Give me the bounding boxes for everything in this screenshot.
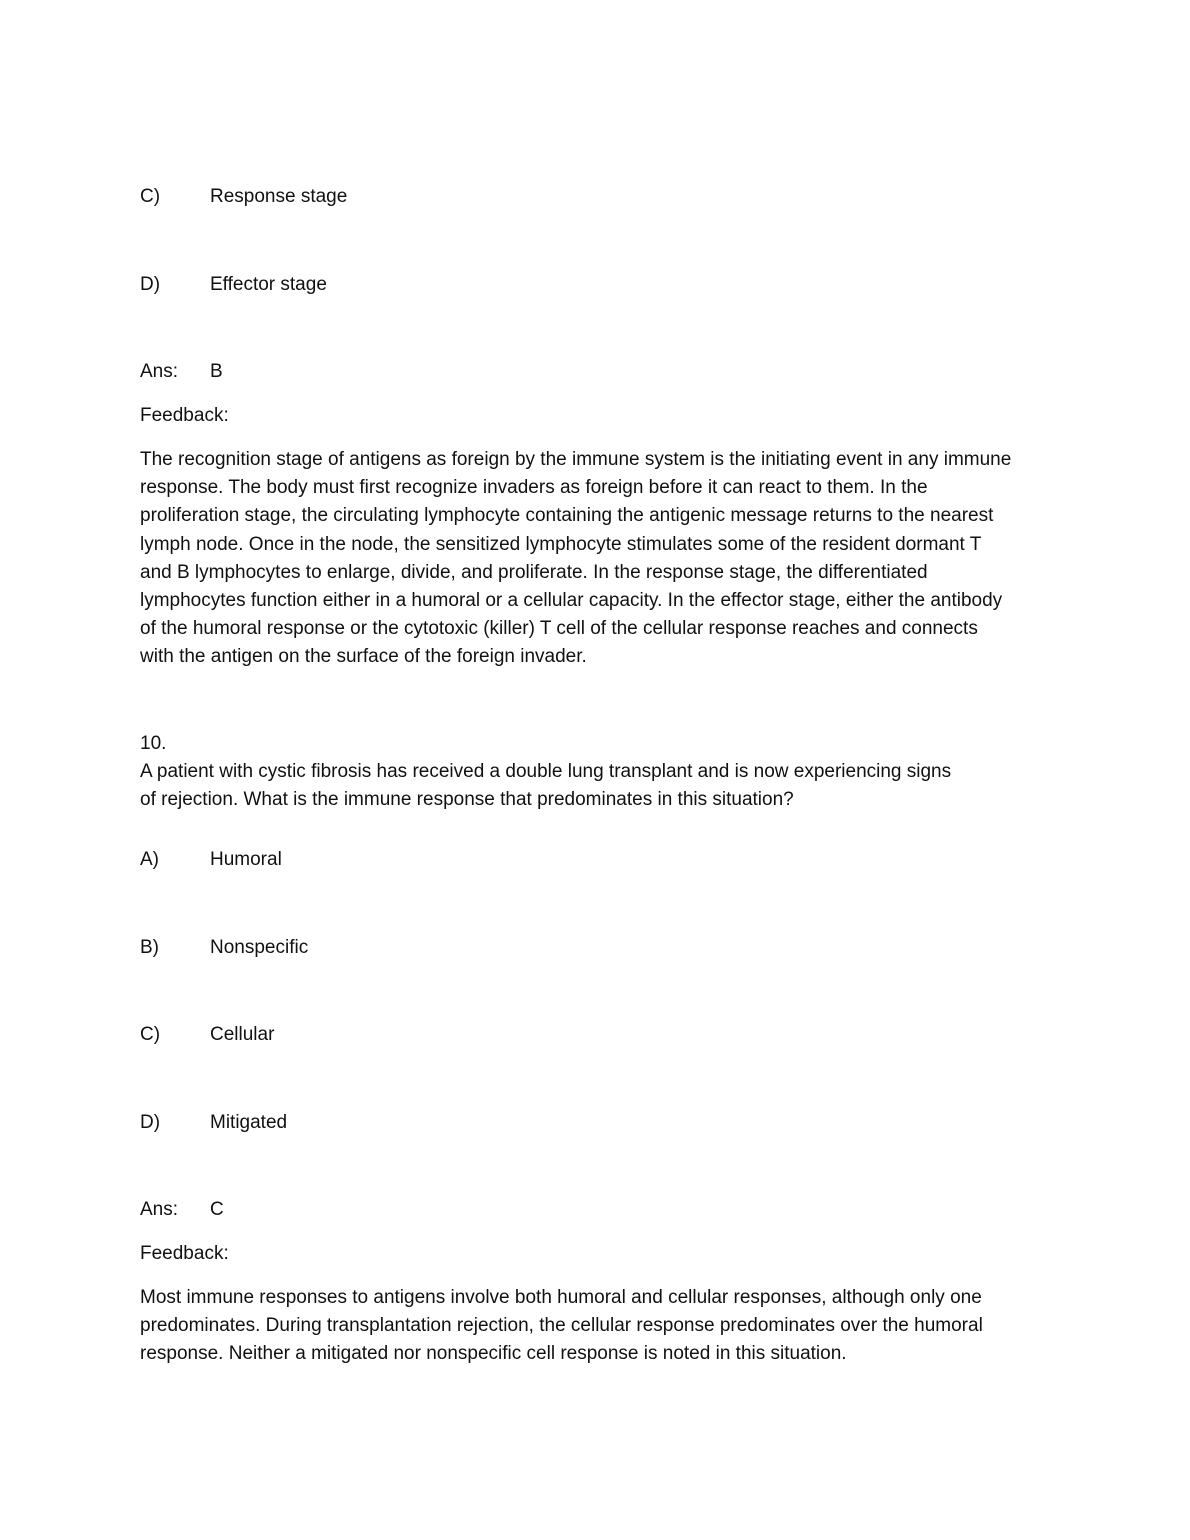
- feedback-line: response. Neither a mitigated nor nonspecific cell response is noted in this situation.: [140, 1343, 847, 1365]
- q10-option-d: [140, 1111, 287, 1135]
- q9-option-c: [140, 185, 347, 209]
- question-number: 10.: [140, 733, 167, 754]
- feedback-line: Most immune responses to antigens involve both humoral and cellular responses, although only one: [140, 1287, 982, 1308]
- option-text: Mitigated: [210, 1112, 288, 1133]
- option-letter: C): [140, 186, 161, 207]
- option-letter: B): [140, 937, 159, 958]
- q9-feedback-label: Feedback:: [140, 405, 229, 426]
- option-letter: C): [140, 1024, 161, 1045]
- answer-value: B: [210, 361, 223, 382]
- option-text: Response stage: [210, 186, 348, 207]
- option-text: Cellular: [210, 1024, 275, 1045]
- q10-question: [140, 730, 1055, 815]
- q10-feedback-text: [140, 1284, 1055, 1369]
- option-letter: D): [140, 274, 161, 295]
- feedback-line: of the humoral response or the cytotoxic (killer) T cell of the cellular response reaches and connects: [140, 618, 978, 640]
- q9-option-d: [140, 273, 327, 297]
- option-text: Effector stage: [210, 274, 327, 295]
- feedback-line: proliferation stage, the circulating lymphocyte containing the antigenic message returns to the nearest: [140, 505, 994, 527]
- q10-answer: [140, 1198, 224, 1222]
- feedback-line: response. The body must first recognize invaders as foreign before it can react to them. In the: [140, 477, 928, 499]
- option-letter: D): [140, 1112, 161, 1133]
- question-line: of rejection. What is the immune response that predominates in this situation?: [140, 789, 794, 811]
- answer-label: Ans:: [140, 361, 179, 382]
- option-letter: A): [140, 849, 159, 870]
- q9-answer: [140, 360, 223, 384]
- q10-feedback-label: Feedback:: [140, 1243, 229, 1264]
- feedback-line: and B lymphocytes to enlarge, divide, and proliferate. In the response stage, the differentiated: [140, 561, 928, 583]
- answer-value: C: [210, 1199, 224, 1220]
- q10-option-a: [140, 848, 282, 872]
- answer-label: Ans:: [140, 1199, 179, 1220]
- q10-option-b: [140, 936, 308, 960]
- feedback-line: The recognition stage of antigens as foreign by the immune system is the initiating event in any immune: [140, 449, 1012, 470]
- feedback-line: predominates. During transplantation rejection, the cellular response predominates over the humoral: [140, 1315, 983, 1337]
- question-line: [140, 730, 1055, 786]
- option-text: Nonspecific: [210, 937, 309, 958]
- feedback-line: lymphocytes function either in a humoral or a cellular capacity. In the effector stage, either the antibody: [140, 590, 1003, 612]
- option-text: Humoral: [210, 849, 282, 870]
- q10-option-c: [140, 1023, 274, 1047]
- question-text: A patient with cystic fibrosis has received a double lung transplant and is now experiencing signs: [140, 761, 952, 783]
- q9-feedback-text: [140, 446, 1055, 672]
- feedback-line: with the antigen on the surface of the foreign invader.: [140, 646, 587, 668]
- feedback-line: lymph node. Once in the node, the sensitized lymphocyte stimulates some of the resident dormant T: [140, 533, 982, 555]
